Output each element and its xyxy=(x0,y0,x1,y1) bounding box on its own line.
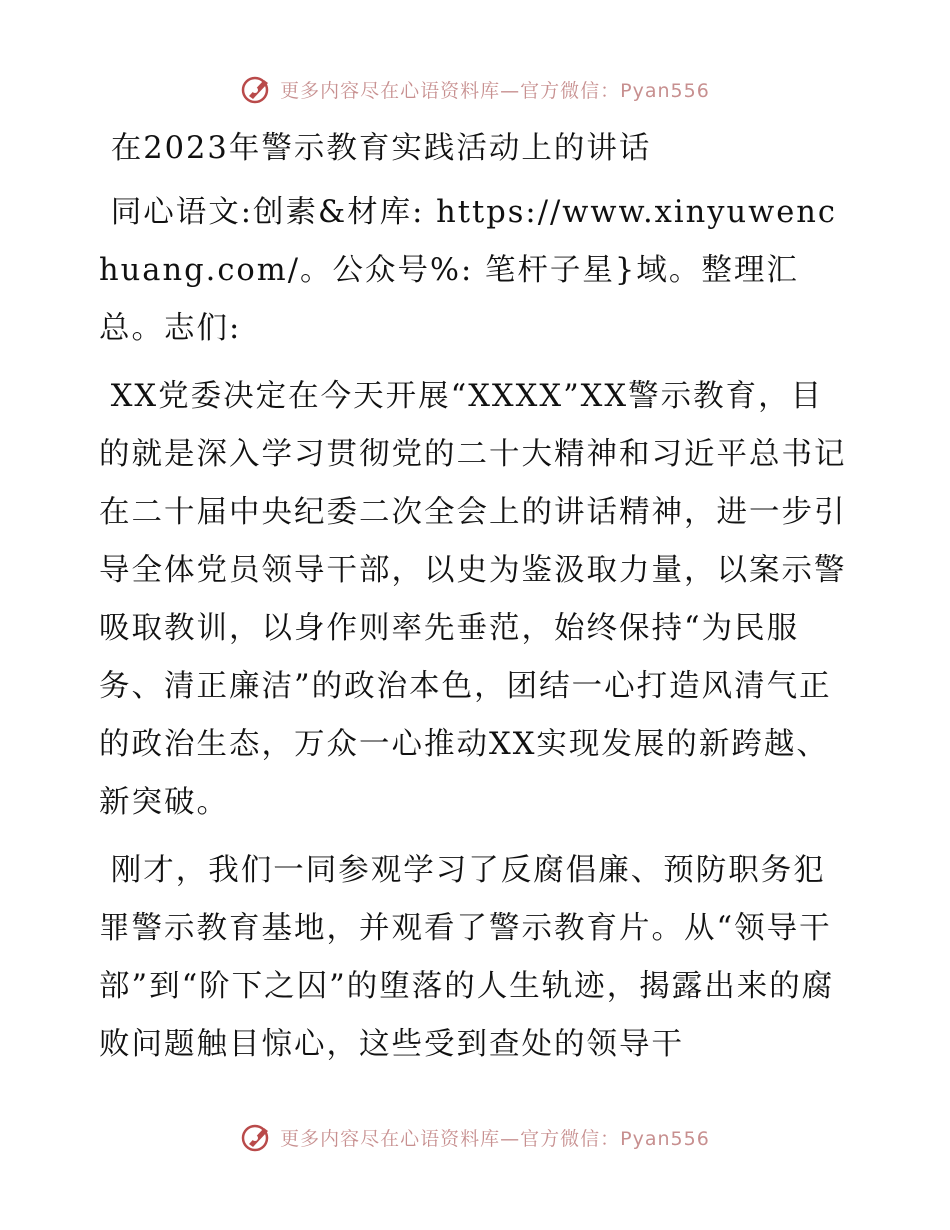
paragraph: 刚才，我们一同参观学习了反腐倡廉、预防职务犯罪警示教育基地，并观看了警示教育片。从“领导干部”到“阶下之囚”的堕落的人生轨迹，揭露出来的腐败问题触目惊心，这些受到查处的领导干 xyxy=(99,853,835,1062)
pen-logo-icon xyxy=(240,1122,274,1152)
document-title: 在2023年警示教育实践活动上的讲话 xyxy=(99,131,652,166)
header-banner xyxy=(0,74,950,104)
paragraph: XX党委决定在今天开展“XXXX”XX警示教育，目的就是深入学习贯彻党的二十大精神和习近平总书记在二十届中央纪委二次全会上的讲话精神，进一步引导全体党员领导干部，以史为鉴汲取力量，以案示警吸取教训，以身作则率先垂范，始终保持“为民服务、清正廉洁”的政治本色，团结一心打造风清气正的政治生态，万众一心推动XX实现发展的新跨越、新突破。 xyxy=(99,379,847,820)
header-banner-text: 更多内容尽在心语资料库—官方微信：Pyan556 xyxy=(280,79,710,102)
pen-logo-icon xyxy=(240,74,274,104)
document-body xyxy=(99,120,851,1074)
footer-banner-text: 更多内容尽在心语资料库—官方微信：Pyan556 xyxy=(280,1127,710,1150)
footer-banner xyxy=(0,1122,950,1152)
source-note: 同心语文:创素&材库: https://www.xinyuwenchuang.com/。公众号%: 笔杆子星}域。整理汇总。志们: xyxy=(99,195,838,346)
